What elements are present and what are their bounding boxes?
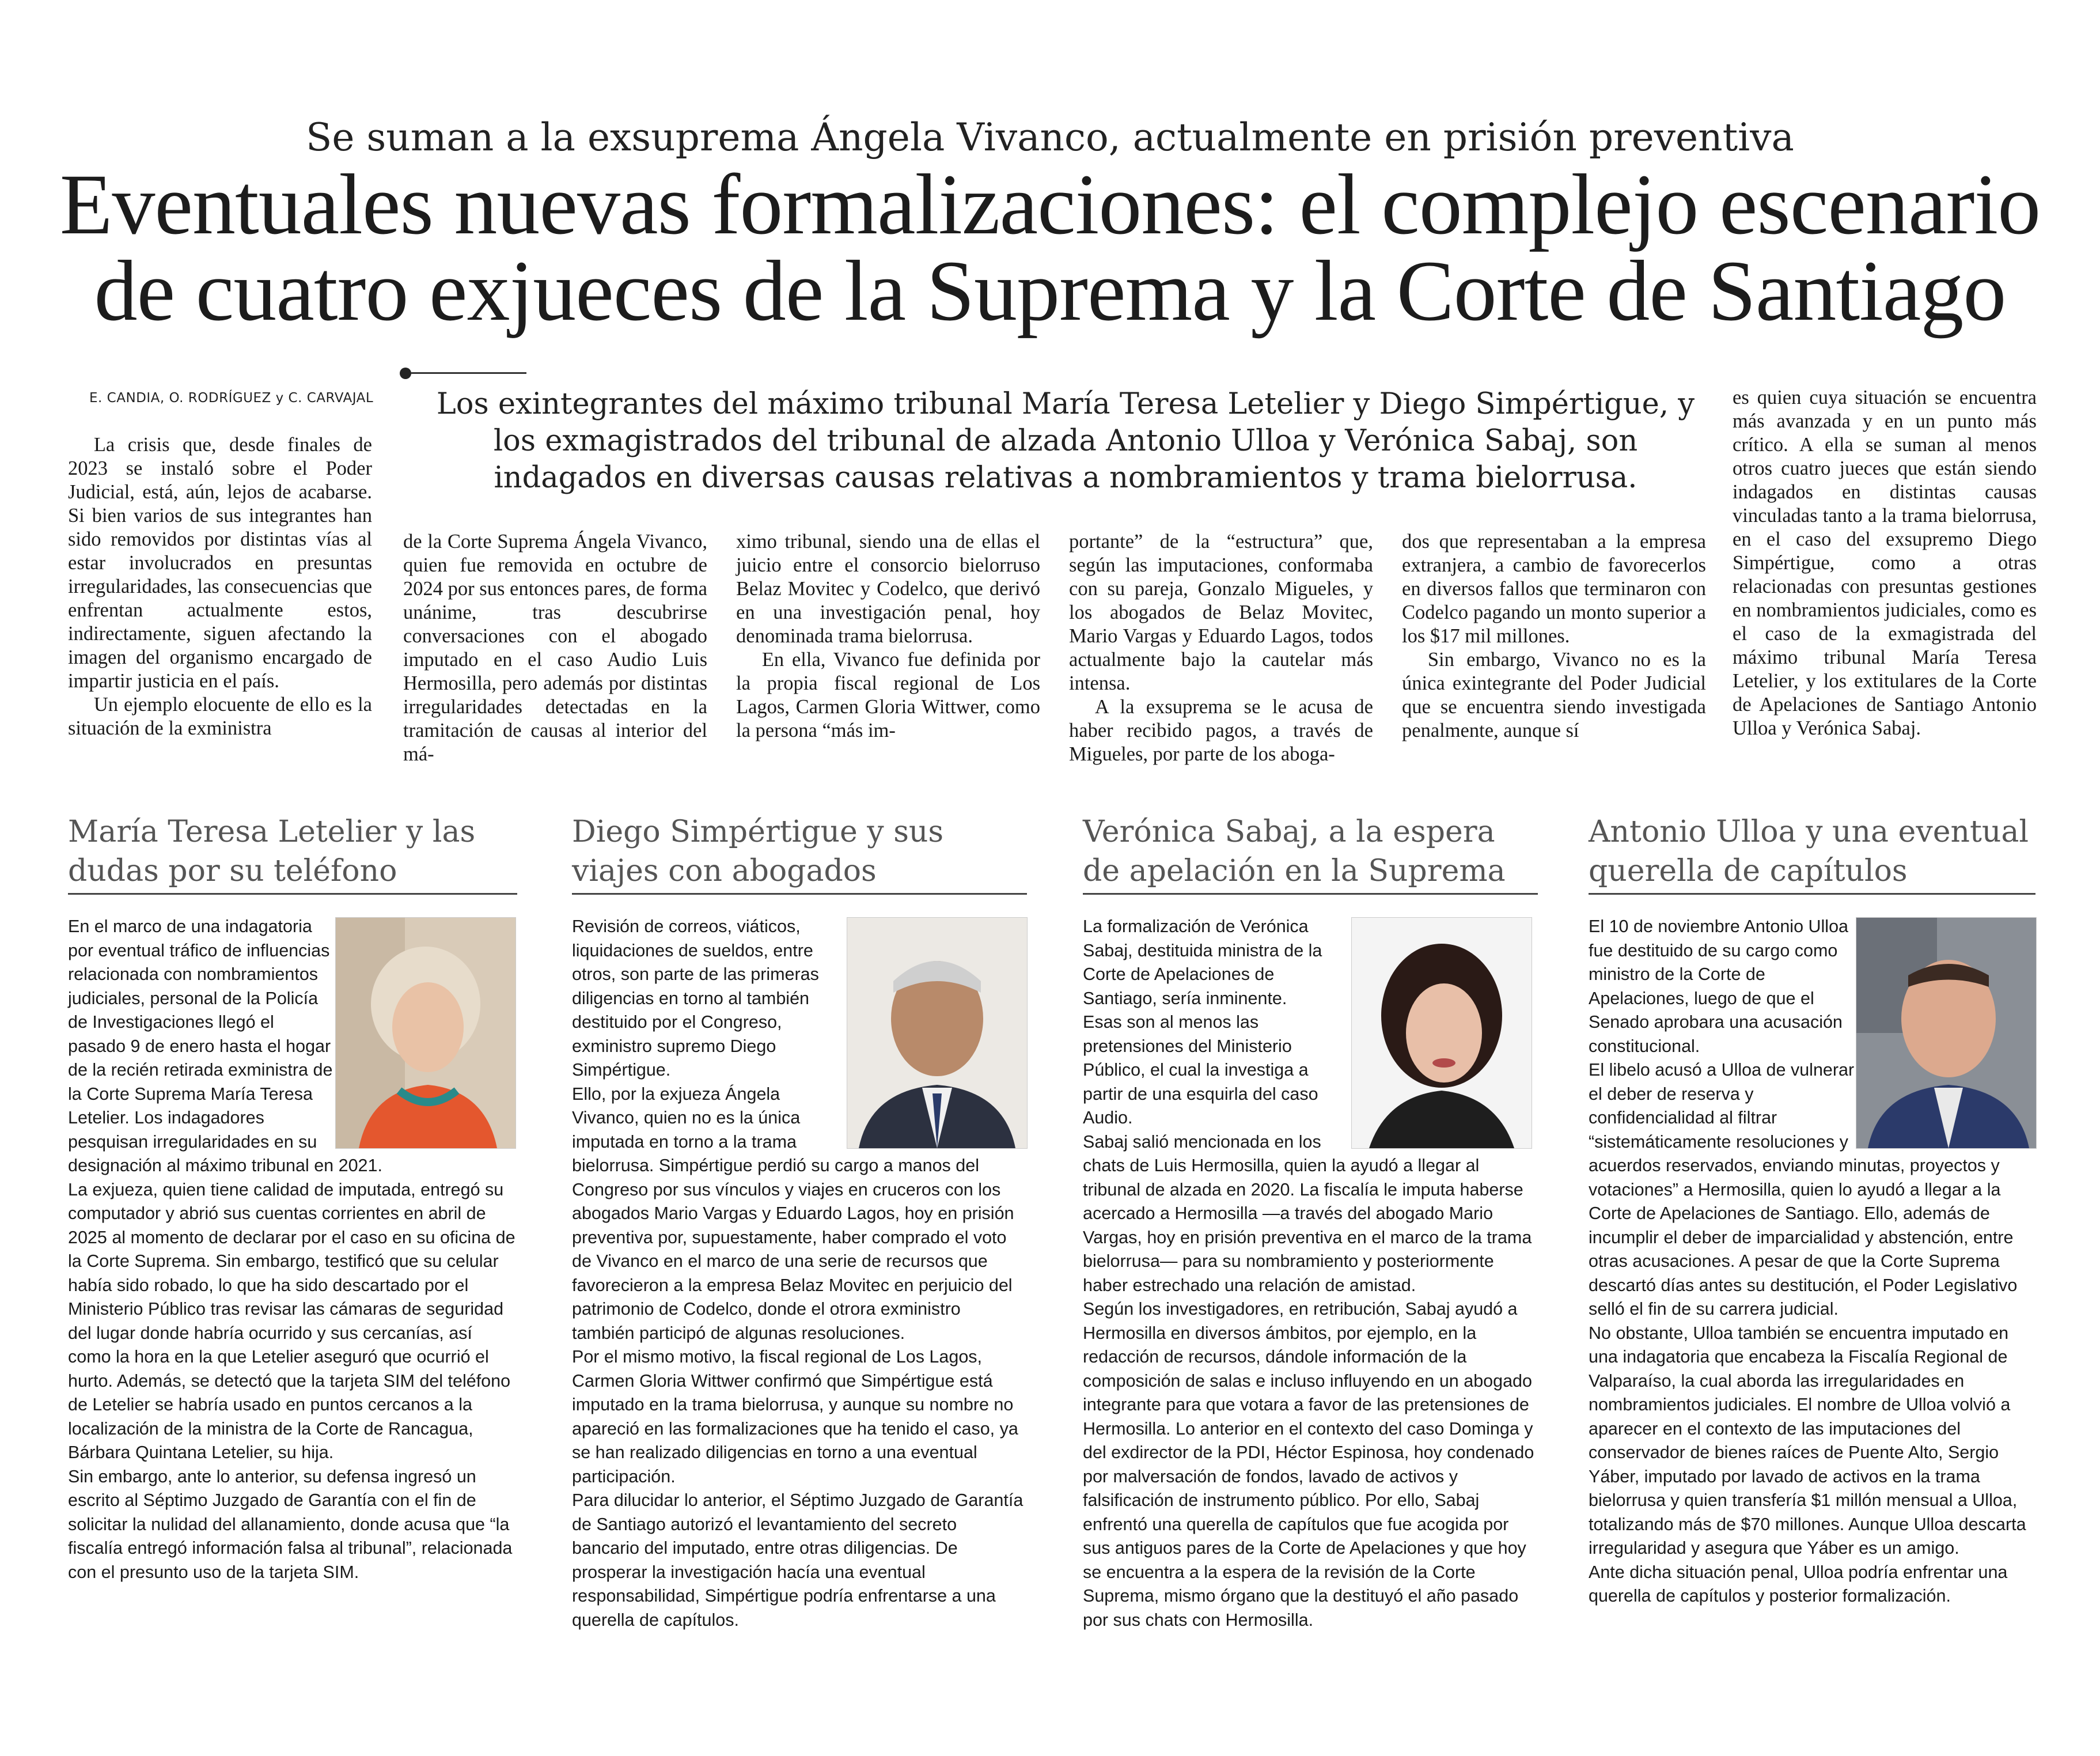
paragraph: La exjueza, quien tiene calidad de imputada, entregó su computador y abrió sus cuentas corrientes en abril de 2025 al momento de declarar por el caso en su oficina de la Corte Suprema. Sin embargo, testificó que su celular había sido robado, lo que ha sido descartado por el Ministerio Público tras revisar las cámaras de seguridad del lugar donde habría ocurrido y sus cercanías, así como la hora en la que Letelier aseguró que ocurrió el hurto. Además, se detectó que la tarjeta SIM del teléfono de Letelier se habría usado en puntos cercanos a la localización de la ministra de la Corte de Rancagua, Bárbara Quintana Letelier, su hija.	[68, 1179, 515, 1462]
article-column-3	[736, 530, 1040, 743]
paragraph: Ello, por la exjueza Ángela Vivanco, quien no es la única imputada en torno a la trama bielorrusa. Simpértigue perdió su cargo a manos del Congreso por sus vínculos y viajes en cruceros con los abogados Mario Vargas y Eduardo Lagos, hoy en prisión preventiva por, supuestamente, haber comprado el voto de Vivanco en el marco de una serie de recursos que favorecieron a la empresa Belaz Movitec en perjuicio del patrimonio de Codelco, donde el otrora exministro también participó de algunas resoluciones.	[572, 1084, 1014, 1343]
paragraph: Esas son al menos las pretensiones del Ministerio Público, el cual la investiga a partir de una esquirla del caso Audio.	[1083, 1012, 1318, 1127]
divider-line	[411, 372, 526, 374]
paragraph: La crisis que, desde finales de 2023 se instaló sobre el Poder Judicial, está, aún, lejos de acabarse. Si bien varios de sus integrantes han sido removidos por distintas vías al estar involucrados en presuntas irregularidades, las consecuencias que enfrentan actualmente estos, indirectamente, siguen afectando la imagen del organismo encargado de impartir justicia en el país.	[68, 434, 372, 692]
paragraph: es quien cuya situación se encuentra más avanzada y en un punto más crítico. A ella se suman al menos otros cuatro jueces que están siendo indagados en distintas causas vinculadas tanto a la trama bielorrusa, en el caso del exsupremo Diego Simpértigue, como a otras relacionadas con presuntas gestiones en nombramientos judiciales, como es el caso de la exmagistrada del máximo tribunal María Teresa Letelier, y los extitulares de la Corte de Apelaciones de Santiago Antonio Ulloa y Verónica Sabaj.	[1733, 387, 2037, 739]
headline-line-1: Eventuales nuevas formalizaciones: el complejo escenario	[59, 157, 2041, 252]
paragraph: Un ejemplo elocuente de ello es la situación de la exministra	[68, 694, 372, 739]
photo-spacer	[847, 915, 1027, 1151]
sidebar-title: Verónica Sabaj, a la espera de apelación en la Suprema	[1083, 812, 1538, 895]
sidebar-body-ulloa	[1589, 915, 2035, 1609]
photo-spacer	[1856, 915, 2035, 1151]
deck: Los exintegrantes del máximo tribunal María Teresa Letelier y Diego Simpértigue, y los exmagistrados del tribunal de alzada Antonio Ulloa y Verónica Sabaj, son indagados en diversas causas relativas a nombramientos y trama bielorrusa.	[436, 387, 1695, 495]
sidebar-body-simpertigue	[572, 915, 1027, 1632]
sidebar-title: María Teresa Letelier y las dudas por su teléfono	[68, 812, 517, 895]
paragraph: dos que representaban a la empresa extranjera, a cambio de favorecerlos en diversos fallos que terminaron con Codelco pagando un monto superior a los $17 mil millones.	[1402, 531, 1706, 647]
sidebar-body-letelier	[68, 915, 517, 1584]
paragraph: Ante dicha situación penal, Ulloa podría enfrentar una querella de capítulos y posterior formalización.	[1589, 1562, 2008, 1606]
paragraph: Sabaj salió mencionada en los chats de Luis Hermosilla, quien la ayudó a llegar al tribunal de alzada en 2020. La fiscalía le imputa haberse acercado a Hermosilla —a través del abogado Mario Vargas, hoy en prisión preventiva en el marco de la trama bielorrusa— para su nombramiento y posteriormente haber estrechado una relación de amistad.	[1083, 1131, 1532, 1295]
article-column-2	[403, 530, 707, 766]
divider-dot	[400, 368, 411, 379]
paragraph: La formalización de Verónica Sabaj, destituida ministra de la Corte de Apelaciones de Santiago, sería inminente.	[1083, 917, 1322, 1008]
sidebar-letelier	[68, 812, 517, 895]
photo-spacer	[1351, 915, 1538, 1151]
paragraph: El libelo acusó a Ulloa de vulnerar el deber de reserva y confidencialidad al filtrar “sistemáticamente resoluciones y acuerdos reservados, enviando minutas, proyectos y votaciones” a Hermosilla, quien lo ayudó a llegar a la Corte de Apelaciones de Santiago. Ello, además de incumplir el deber de imparcialidad y abstención, entre otras acusaciones. A pesar de que la Corte Suprema descartó días antes su destitución, el Poder Legislativo selló el fin de su carrera judicial.	[1589, 1060, 2018, 1319]
sidebar-sabaj	[1083, 812, 1538, 895]
paragraph: En ella, Vivanco fue definida por la propia fiscal regional de Los Lagos, Carmen Gloria Wittwer, como la persona “más im-	[736, 649, 1040, 741]
paragraph: Por el mismo motivo, la fiscal regional de Los Lagos, Carmen Gloria Wittwer confirmó que Simpértigue está imputado en la trama bielorrusa, y aunque su nombre no apareció en las formalizaciones que ha tenido el caso, ya se han realizado diligencias en torno a una eventual participación.	[572, 1347, 1018, 1486]
paragraph: Sin embargo, Vivanco no es la única exintegrante del Poder Judicial que se encuentra siendo investigada penalmente, aunque sí	[1402, 649, 1706, 741]
article-column-5	[1402, 530, 1706, 743]
paragraph: En el marco de una indagatoria por eventual tráfico de influencias relacionada con nombramientos judiciales, personal de la Policía de Investigaciones llegó el pasado 9 de enero hasta el hogar de la recién retirada exministra de la Corte Suprema María Teresa Letelier. Los indagadores pesquisan irregularidades en su designación al máximo tribunal en 2021.	[68, 917, 382, 1175]
paragraph: No obstante, Ulloa también se encuentra imputado en una indagatoria que encabeza la Fiscalía Regional de Valparaíso, la cual aborda las irregularidades en nombramientos judiciales. El nombre de Ulloa volvió a aparecer en el contexto de las imputaciones del conservador de bienes raíces de Puente Alto, Sergio Yáber, imputado por lavado de activos en la trama bielorrusa y quien transfería $1 millón mensual a Ulloa, totalizando más de $70 millones. Aunque Ulloa descarta irregularidad y asegura que Yáber es un amigo.	[1589, 1323, 2026, 1558]
sidebar-body-sabaj	[1083, 915, 1538, 1632]
kicker: Se suman a la exsuprema Ángela Vivanco, actualmente en prisión preventiva	[306, 115, 1794, 160]
photo-spacer	[335, 915, 517, 1151]
paragraph: El 10 de noviembre Antonio Ulloa fue destituido de su cargo como ministro de la Corte de Apelaciones, luego de que el Senado aprobara una acusación constitucional.	[1589, 917, 1849, 1056]
paragraph: portante” de la “estructura” que, según las imputaciones, conformaba con su pareja, Gonzalo Migueles, y los abogados de Belaz Movitec, Mario Vargas y Eduardo Lagos, todos actualmente bajo la cautelar más intensa.	[1069, 531, 1373, 694]
sidebar-title: Antonio Ulloa y una eventual querella de capítulos	[1589, 812, 2035, 895]
sidebar-simpertigue	[572, 812, 1027, 895]
paragraph: Para dilucidar lo anterior, el Séptimo Juzgado de Garantía de Santiago autorizó el levantamiento del secreto bancario del imputado, entre otras diligencias. De prosperar la investigación hacía una eventual responsabilidad, Simpértigue podría enfrentarse a una querella de capítulos.	[572, 1490, 1024, 1630]
article-column-1	[68, 433, 372, 740]
paragraph: A la exsuprema se le acusa de haber recibido pagos, a través de Migueles, por parte de los aboga-	[1069, 696, 1373, 765]
article-column-4	[1069, 530, 1373, 766]
headline-line-2: de cuatro exjueces de la Suprema y la Corte de Santiago	[94, 243, 2006, 339]
paragraph: Sin embargo, ante lo anterior, su defensa ingresó un escrito al Séptimo Juzgado de Garantía con el fin de solicitar la nulidad del allanamiento, donde acusa que “la fiscalía entregó información falsa al tribunal”, relacionada con el presunto uso de la tarjeta SIM.	[68, 1466, 513, 1582]
sidebar-ulloa	[1589, 812, 2035, 895]
byline: E. CANDIA, O. RODRÍGUEZ y C. CARVAJAL	[89, 391, 374, 406]
sidebar-title: Diego Simpértigue y sus viajes con abogados	[572, 812, 1027, 895]
paragraph: Revisión de correos, viáticos, liquidaciones de sueldos, entre otros, son parte de las primeras diligencias en torno al también destituido por el Congreso, exministro supremo Diego Simpértigue.	[572, 917, 819, 1080]
paragraph: ximo tribunal, siendo una de ellas el juicio entre el consorcio bielorruso Belaz Movitec y Codelco, que derivó en una investigación penal, hoy denominada trama bielorrusa.	[736, 531, 1040, 647]
headline	[0, 157, 2100, 339]
article-column-6	[1733, 386, 2037, 740]
paragraph: de la Corte Suprema Ángela Vivanco, quien fue removida en octubre de 2024 por sus entonces pares, de forma unánime, tras descubrirse conversaciones con el abogado imputado en el caso Audio Luis Hermosilla, pero además por distintas irregularidades detectadas en la tramitación de causas al interior del má-	[403, 531, 707, 765]
paragraph: Según los investigadores, en retribución, Sabaj ayudó a Hermosilla en diversos ámbitos, por ejemplo, en la redacción de recursos, dándole información de la composición de salas e incluso influyendo en un abogado integrante para que votara a favor de las pretensiones de Hermosilla. Lo anterior en el contexto del caso Dominga y del exdirector de la PDI, Héctor Espinosa, hoy condenado por malversación de fondos, lavado de activos y falsificación de instrumento público. Por ello, Sabaj enfrentó una querella de capítulos que fue acogida por sus antiguos pares de la Corte de Apelaciones y que hoy se encuentra a la espera de la revisión de la Corte Suprema, mismo órgano que la destituyó el año pasado por sus chats con Hermosilla.	[1083, 1299, 1534, 1630]
